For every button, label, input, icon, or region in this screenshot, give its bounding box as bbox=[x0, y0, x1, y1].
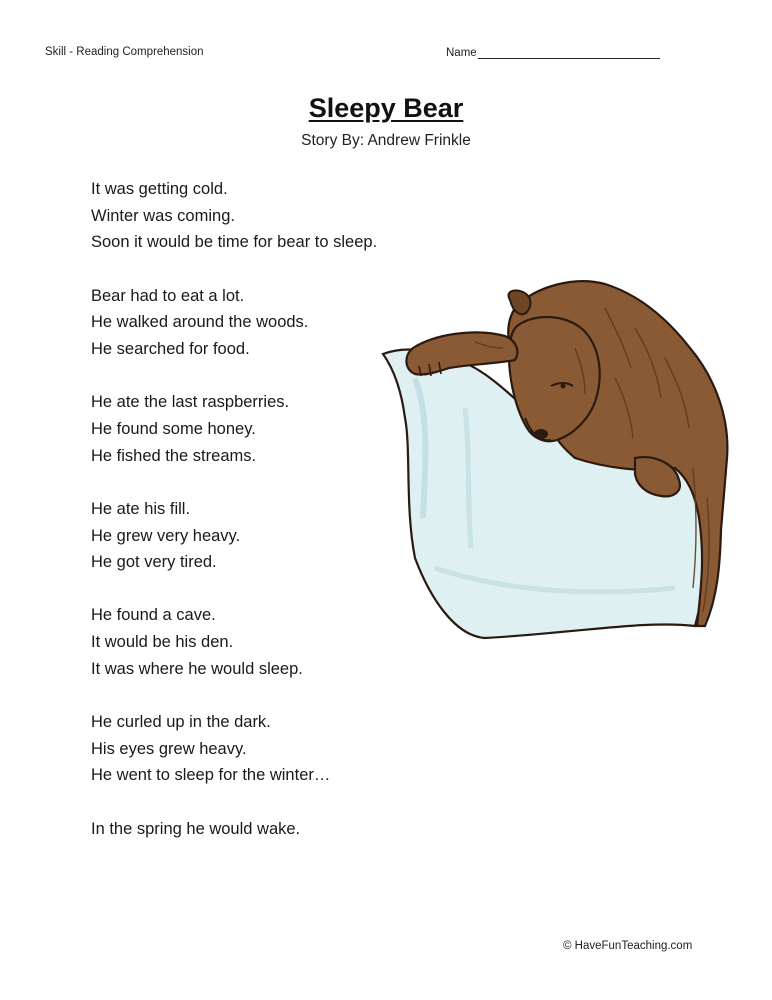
stanza bbox=[91, 176, 421, 256]
stanza bbox=[91, 496, 421, 576]
stanza bbox=[91, 816, 421, 843]
story-line: Soon it would be time for bear to sleep. bbox=[91, 233, 378, 252]
story-line: He found some honey. bbox=[91, 419, 256, 438]
story-line: In the spring he would wake. bbox=[91, 819, 301, 838]
story-line: He fished the streams. bbox=[91, 446, 257, 465]
story-line: He searched for food. bbox=[91, 340, 250, 359]
story-title: Sleepy Bear bbox=[308, 93, 464, 123]
stanza bbox=[91, 709, 421, 789]
stanza bbox=[91, 389, 421, 469]
skill-label: Skill - Reading Comprehension bbox=[45, 46, 204, 58]
stanza bbox=[91, 283, 421, 363]
story-line: He walked around the woods. bbox=[91, 313, 309, 332]
story-text bbox=[91, 176, 421, 869]
story-line: It was getting cold. bbox=[91, 180, 228, 198]
story-line: He grew very heavy. bbox=[91, 526, 241, 545]
story-line: He curled up in the dark. bbox=[91, 713, 271, 732]
story-line: It was where he would sleep. bbox=[91, 659, 303, 678]
name-label: Name bbox=[446, 47, 477, 59]
story-line: He ate his fill. bbox=[91, 499, 191, 518]
stanza bbox=[91, 602, 421, 682]
story-line: He ate the last raspberries. bbox=[91, 393, 290, 412]
copyright-footer: © HaveFunTeaching.com bbox=[563, 940, 693, 952]
story-line: Winter was coming. bbox=[91, 206, 235, 225]
bear-on-pillow-illustration bbox=[375, 268, 745, 648]
story-line: He found a cave. bbox=[91, 606, 216, 625]
name-field bbox=[446, 46, 660, 59]
name-blank-line bbox=[478, 46, 660, 59]
story-byline: Story By: Andrew Frinkle bbox=[301, 132, 471, 149]
story-line: His eyes grew heavy. bbox=[91, 739, 247, 758]
story-line: He got very tired. bbox=[91, 553, 217, 572]
bear-ear bbox=[508, 290, 530, 314]
story-line: He went to sleep for the winter… bbox=[91, 766, 331, 785]
story-line: Bear had to eat a lot. bbox=[91, 286, 245, 305]
story-line: It would be his den. bbox=[91, 633, 234, 652]
